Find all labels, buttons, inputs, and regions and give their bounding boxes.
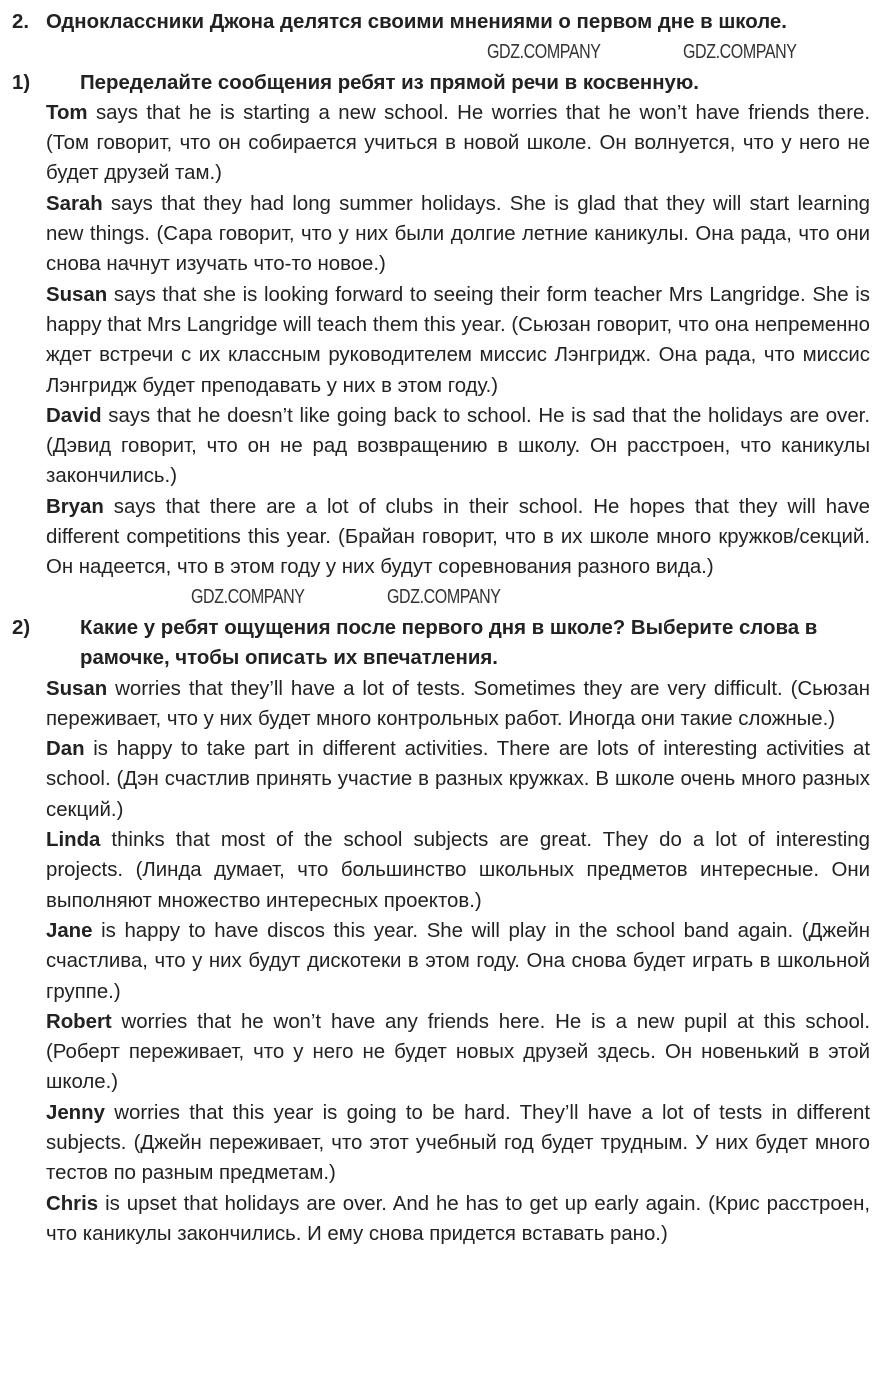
speaker-name: Sarah [46, 192, 103, 215]
speaker-name: Linda [46, 829, 101, 852]
answer-paragraph [46, 916, 870, 1007]
answer-paragraph [46, 825, 870, 916]
answer-text: says that she is looking forward to seeing their form teacher Mrs Langridge. She is happy that Mrs Langridge will teach them this year. (Сьюзан говорит, что она непременно ждет встречи с их классным руководителем миссис Лэнгридж. Она рада, что миссис Лэнгридж будет преподавать у них в этом году.) [46, 283, 870, 397]
answer-paragraph [46, 98, 870, 189]
speaker-name: Susan [46, 677, 108, 700]
answer-paragraph [46, 492, 870, 583]
answer-text: is happy to have discos this year. She will play in the school band again. (Джейн счастлива, что у них будут дискотеки в этом году. Она снова будет играть в школьной группе.) [46, 919, 870, 1003]
answer-text: says that they had long summer holidays. She is glad that they will start learning new things. (Сара говорит, что у них были долгие летние каникулы. Она рада, что они снова начнут изучать что-то новое.) [46, 192, 870, 276]
answer-paragraph [46, 189, 870, 280]
section-heading [0, 613, 886, 674]
watermark: GDZ.COMPANY [487, 41, 601, 63]
answer-text: is upset that holidays are over. And he has to get up early again. (Крис расстроен, что каникулы закончились. И ему снова придется вставать рано.) [46, 1192, 870, 1245]
answer-paragraph [46, 1098, 870, 1189]
speaker-name: Tom [46, 101, 88, 124]
answer-text: says that he doesn’t like going back to school. He is sad that the holidays are over. (Дэвид говорит, что он не рад возвращению в школу. Он расстроен, что каникулы закончились.) [46, 404, 870, 488]
speaker-name: David [46, 404, 102, 427]
watermark: GDZ.COMPANY [683, 41, 797, 63]
answer-paragraph [46, 280, 870, 401]
answer-text: thinks that most of the school subjects are great. They do a lot of interesting projects. (Линда думает, что большинство школьных предметов интересные. Они выполняют множество интересных проектов.) [46, 829, 870, 912]
answer-text: worries that this year is going to be hard. They’ll have a lot of tests in different subjects. (Джейн переживает, что этот учебный год будет трудным. У них будет много тестов по разным предметам.) [46, 1101, 870, 1185]
answer-text: says that there are a lot of clubs in their school. He hopes that they will have different competitions this year. (Брайан говорит, что в их школе много кружков/секций. Он надеется, что в этом году у них будут соревнования разного вида.) [46, 495, 870, 579]
answer-paragraph [46, 1007, 870, 1098]
answer-paragraph [46, 734, 870, 825]
speaker-name: Dan [46, 738, 85, 761]
answer-paragraph [46, 674, 870, 735]
speaker-name: Bryan [46, 495, 104, 518]
watermark: GDZ.COMPANY [387, 586, 501, 608]
speaker-name: Chris [46, 1192, 99, 1215]
watermark: GDZ.COMPANY [191, 586, 305, 608]
section-number: 1) [12, 71, 31, 94]
task-title: Одноклассники Джона делятся своими мнениями о первом дне в школе. [46, 11, 787, 33]
answer-paragraph [46, 401, 870, 492]
answer-paragraph [46, 1189, 870, 1250]
section-heading [0, 68, 886, 98]
answer-text: worries that they’ll have a lot of tests. Sometimes they are very difficult. (Сьюзан переживает, что у них будет много контрольных работ. Иногда они такие сложные.) [46, 677, 870, 730]
section-number: 2) [12, 616, 31, 639]
speaker-name: Jane [46, 919, 93, 942]
speaker-name: Robert [46, 1010, 112, 1033]
answer-text: says that he is starting a new school. He worries that he won’t have friends there. (Том говорит, что он собирается учиться в новой школе. Он волнуется, что у него не будет друзей там.) [46, 101, 870, 185]
answer-text: is happy to take part in different activities. There are lots of interesting activities at school. (Дэн счастлив принять участие в разных кружках. В школе очень много разных секций.) [46, 738, 870, 821]
section-title: Переделайте сообщения ребят из прямой речи в косвенную. [80, 71, 699, 94]
task-number: 2. [12, 11, 30, 33]
task-heading [0, 7, 886, 37]
speaker-name: Susan [46, 283, 108, 306]
answer-text: worries that he won’t have any friends here. He is a new pupil at this school. (Роберт переживает, что у него не будет новых друзей здесь. Он новенький в этой школе.) [46, 1010, 870, 1094]
section-title: Какие у ребят ощущения после первого дня в школе? Выберите слова в рамочке, чтобы описать их впечатления. [80, 616, 818, 670]
speaker-name: Jenny [46, 1101, 105, 1124]
document [0, 7, 886, 1249]
